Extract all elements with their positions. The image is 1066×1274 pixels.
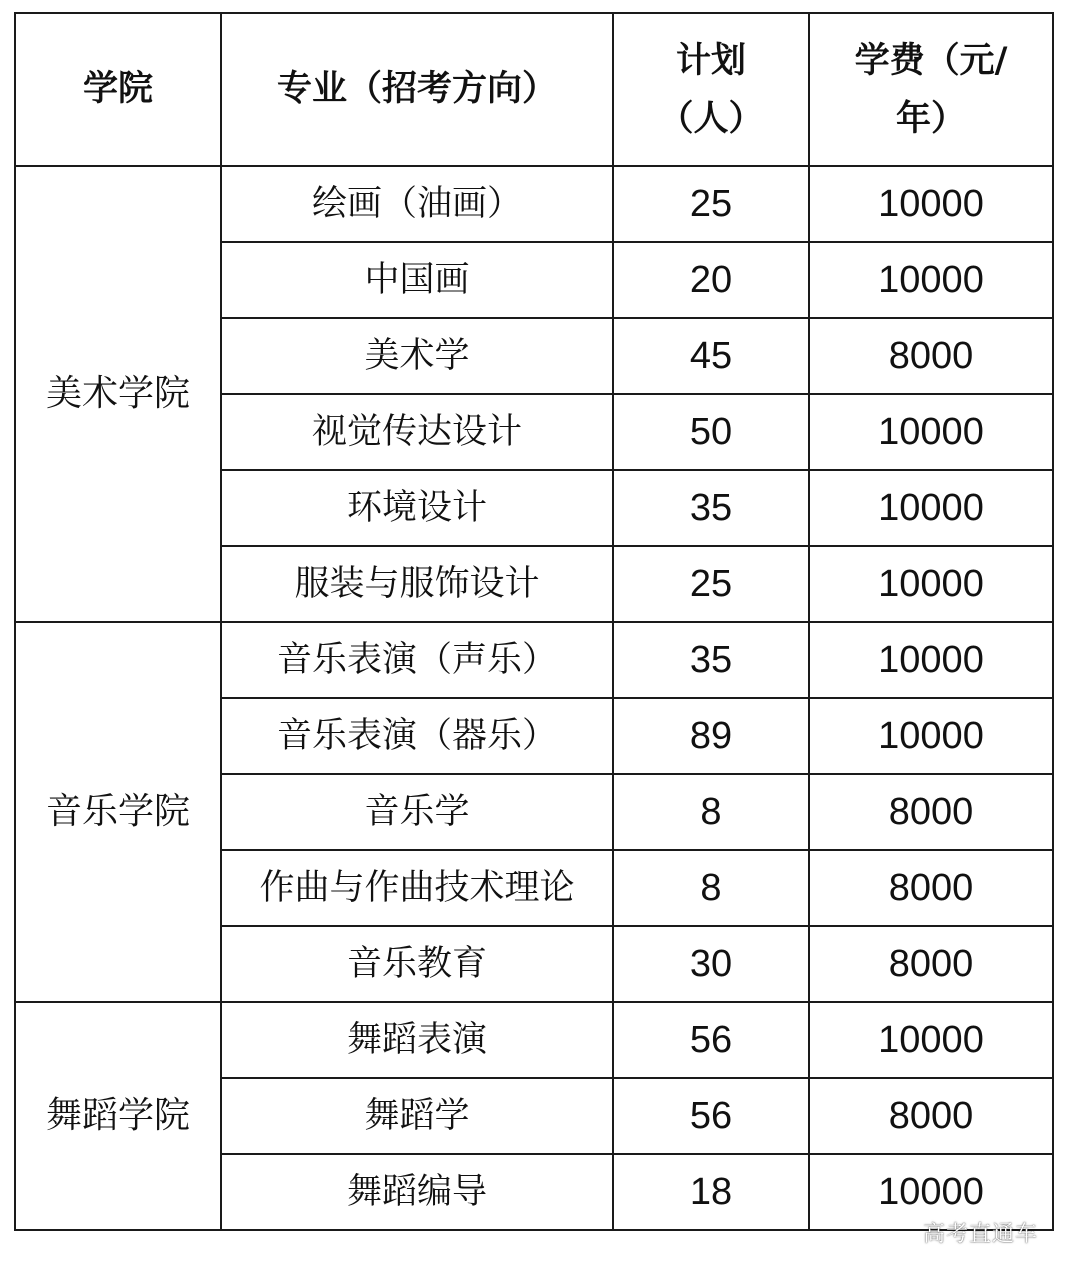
fee-cell: 8000 (809, 318, 1053, 394)
watermark-text: 高考直通车 (922, 1222, 1038, 1247)
major-cell: 绘画（油画） (221, 166, 613, 242)
plan-cell: 89 (613, 698, 809, 774)
fee-cell: 10000 (809, 698, 1053, 774)
plan-cell: 35 (613, 622, 809, 698)
plan-cell: 56 (613, 1002, 809, 1078)
fee-cell: 8000 (809, 850, 1053, 926)
plan-cell: 25 (613, 166, 809, 242)
major-cell: 音乐学 (221, 774, 613, 850)
header-fee-line2: 年） (895, 98, 966, 139)
header-fee-line1: 学费（元/ (854, 40, 1008, 81)
table-body (15, 166, 1053, 1230)
major-cell: 舞蹈表演 (221, 1002, 613, 1078)
fee-cell: 10000 (809, 394, 1053, 470)
major-cell: 音乐表演（声乐） (221, 622, 613, 698)
table-row (15, 1002, 1053, 1078)
major-cell: 美术学 (221, 318, 613, 394)
major-cell: 环境设计 (221, 470, 613, 546)
header-fee (809, 13, 1053, 166)
table-row (15, 622, 1053, 698)
plan-cell: 18 (613, 1154, 809, 1230)
major-cell: 中国画 (221, 242, 613, 318)
plan-cell: 8 (613, 774, 809, 850)
fee-cell: 10000 (809, 622, 1053, 698)
fee-cell: 8000 (809, 926, 1053, 1002)
college-cell: 舞蹈学院 (15, 1002, 221, 1230)
major-cell: 舞蹈编导 (221, 1154, 613, 1230)
fee-cell: 10000 (809, 1002, 1053, 1078)
major-cell: 视觉传达设计 (221, 394, 613, 470)
admissions-table (14, 12, 1054, 1231)
header-college: 学院 (15, 13, 221, 166)
header-plan (613, 13, 809, 166)
plan-cell: 50 (613, 394, 809, 470)
fee-cell: 8000 (809, 1078, 1053, 1154)
header-plan-line2: （人） (658, 98, 764, 139)
plan-cell: 25 (613, 546, 809, 622)
header-row (15, 13, 1053, 166)
fee-cell: 8000 (809, 774, 1053, 850)
fee-cell: 10000 (809, 166, 1053, 242)
major-cell: 服装与服饰设计 (221, 546, 613, 622)
plan-cell: 35 (613, 470, 809, 546)
plan-cell: 20 (613, 242, 809, 318)
major-cell: 舞蹈学 (221, 1078, 613, 1154)
college-cell: 音乐学院 (15, 622, 221, 1002)
plan-cell: 8 (613, 850, 809, 926)
fee-cell: 10000 (809, 470, 1053, 546)
fee-cell: 10000 (809, 242, 1053, 318)
major-cell: 音乐表演（器乐） (221, 698, 613, 774)
header-plan-line1: 计划 (675, 40, 746, 81)
plan-cell: 45 (613, 318, 809, 394)
fee-cell: 10000 (809, 546, 1053, 622)
table-row (15, 166, 1053, 242)
major-cell: 音乐教育 (221, 926, 613, 1002)
college-cell: 美术学院 (15, 166, 221, 622)
major-cell: 作曲与作曲技术理论 (221, 850, 613, 926)
fee-cell: 10000 (809, 1154, 1053, 1230)
plan-cell: 56 (613, 1078, 809, 1154)
table-header (15, 13, 1053, 166)
plan-cell: 30 (613, 926, 809, 1002)
header-major: 专业（招考方向） (221, 13, 613, 166)
